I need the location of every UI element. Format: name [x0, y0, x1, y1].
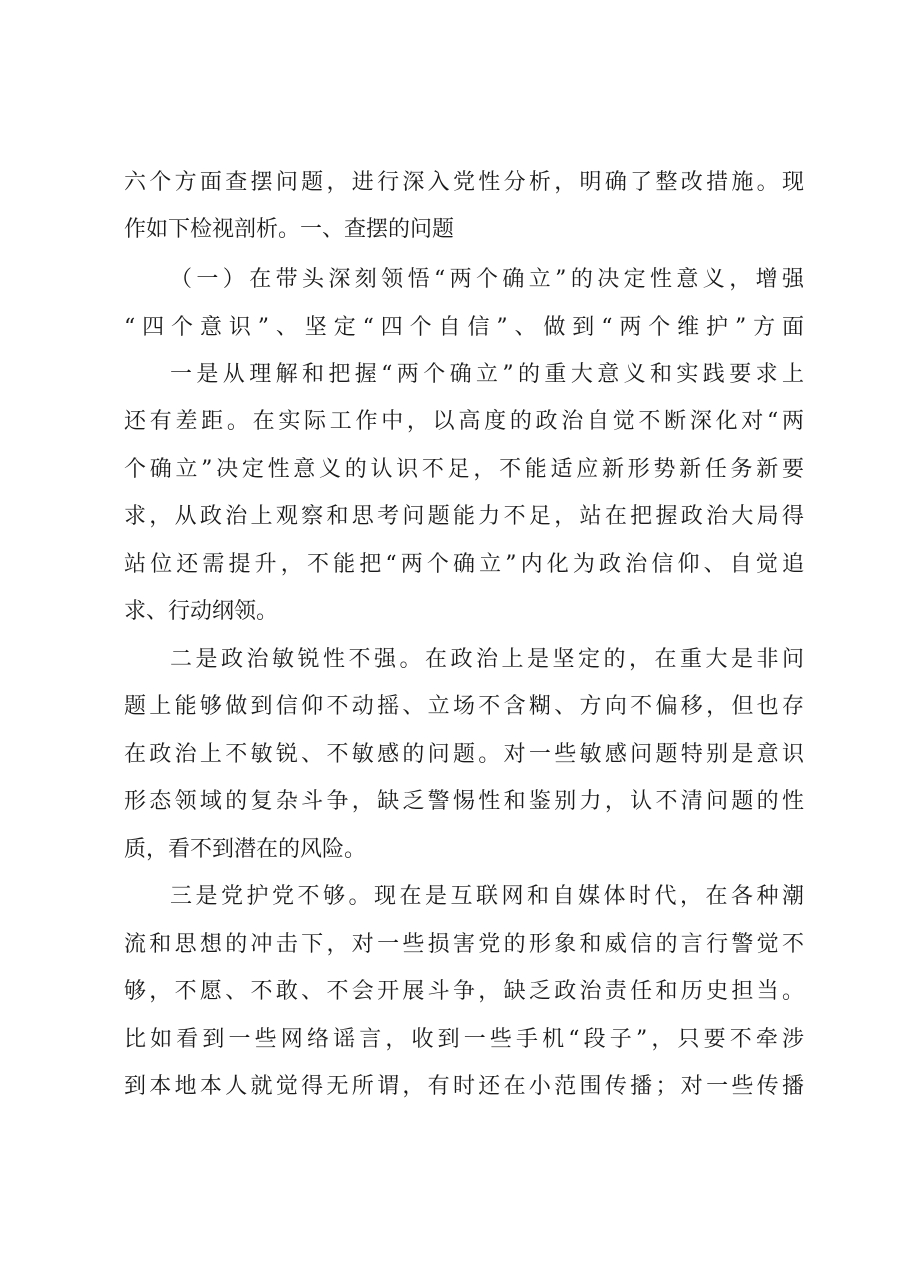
paragraph-line: 在政治上不敏锐、不敏感的问题。对一些敏感问题特别是意识 — [124, 742, 804, 767]
section-heading-line: “四个意识”、坚定“四个自信”、做到“两个维护”方面 — [124, 315, 804, 340]
paragraph-line: 还有差距。在实际工作中，以高度的政治自觉不断深化对“两 — [124, 409, 804, 434]
section-heading-line: （一）在带头深刻领悟“两个确立”的决定性意义，增强 — [170, 267, 804, 292]
text-line: 六个方面查摆问题，进行深入党性分析，明确了整改措施。现 — [124, 170, 804, 195]
paragraph-line: 流和思想的冲击下，对一些损害党的形象和威信的言行警觉不 — [124, 932, 804, 957]
paragraph-line: 求、行动纲领。 — [124, 599, 279, 624]
paragraph-line: 三是党护党不够。现在是互联网和自媒体时代，在各种潮 — [170, 884, 804, 909]
paragraph-line: 形态领域的复杂斗争，缺乏警惕性和鉴别力，认不清问题的性 — [124, 789, 804, 814]
paragraph-line: 比如看到一些网络谣言，收到一些手机“段子”，只要不牵涉 — [124, 1027, 804, 1052]
paragraph-line: 一是从理解和把握“两个确立”的重大意义和实践要求上 — [170, 362, 804, 387]
paragraph-line: 质，看不到潜在的风险。 — [124, 837, 367, 862]
paragraph-line: 个确立”决定性意义的认识不足，不能适应新形势新任务新要 — [124, 457, 804, 482]
paragraph-line: 站位还需提升，不能把“两个确立”内化为政治信仰、自觉追 — [124, 552, 804, 577]
paragraph-line: 到本地本人就觉得无所谓，有时还在小范围传播；对一些传播 — [124, 1074, 804, 1099]
paragraph-line: 二是政治敏锐性不强。在政治上是坚定的，在重大是非问 — [170, 647, 804, 672]
text-line: 作如下检视剖析。一、查摆的问题 — [124, 217, 455, 242]
paragraph-line: 题上能够做到信仰不动摇、立场不含糊、方向不偏移，但也存 — [124, 694, 804, 719]
paragraph-line: 够，不愿、不敢、不会开展斗争，缺乏政治责任和历史担当。 — [124, 979, 804, 1004]
paragraph-line: 求，从政治上观察和思考问题能力不足，站在把握政治大局得 — [124, 504, 804, 529]
